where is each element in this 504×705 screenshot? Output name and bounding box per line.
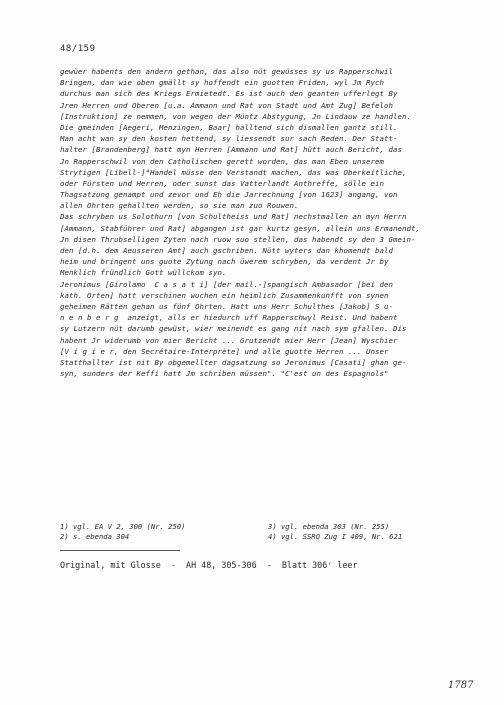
text-line: geheimen Rätten gehan us fünf Ohrten. Hatt uns Herr Schulthes [Jakob] S u- <box>60 301 393 311</box>
page-number: 48/159 <box>60 44 96 54</box>
text-line: Strytigen [Libell-]⁴Handel müsse den Verstandt machen, das was Oberkeitliche, <box>60 167 407 177</box>
footnote-2: 2) s. ebenda 304 <box>60 532 130 542</box>
text-line: kath. Orten] hatt verschinen wuchen ein heimlich Zusammenkunfft von synen <box>60 290 389 300</box>
text-line: syn, sunders der Keffi hatt Jm schriben müssen". "C'est un des Espagnols" <box>60 369 389 379</box>
text-line: Man acht wan sy den kosten hettend, sy liessendt sur sach Reden. Der Statt- <box>60 134 398 144</box>
text-line: habent Jr widerumb von mier Bericht ... Grutzendt mier Herr [Jean] Wyschier <box>60 335 398 345</box>
text-line: Bringen, dan wie oben gmällt sy hoffendt ein guotten Friden, wyl Jm Rych <box>60 78 384 88</box>
text-line: Die gmeinden [Aegeri, Menzingen, Baar] halltend sich dismallen gantz still. <box>60 122 398 132</box>
text-line: [Instruktion] ze nemmen, von wegen der Müntz Abstygung, Jn Lindauw ze handlen. <box>60 111 411 121</box>
text-line: Thagsatzung genampt und zevor und Eh die Jarrechnung [von 1623] angang, von <box>60 190 398 200</box>
text-line: Jn Rapperschwil von den Catholischen gerett worden, das man Eben unserem <box>60 156 384 166</box>
text-line: Jren Herren und Oberen [u.a. Ammann und Rat von Stadt und Amt Zug] Befeloh <box>60 100 393 110</box>
text-line: allen Ohrten gehallten werden, so sie man zuo Rouwen. <box>60 201 299 211</box>
text-line: Menklich fründlich Gott wüllckom syn. <box>60 268 227 278</box>
text-line: [Ammann, Stabführer und Rat] abgangen ist gar kurtz gesyn, allein uns Ermanendt, <box>60 223 420 233</box>
text-line: oder Fürsten und Herren, oder sunst das Vatterlandt Anthreffe, sölle ein <box>60 178 384 188</box>
text-line: [V i g i e r, den Secrétaire-Interprète] und alle guotte Herren ... Unser <box>60 346 389 356</box>
text-line: halter [Brandenberg] hatt myn Herren [Ammann und Rat] hütt auch Bericht, das <box>60 145 402 155</box>
footnote-4: 4) vgl. SSRQ Zug I 409, Nr. 621 <box>268 532 403 542</box>
text-line: Statthallter ist nit By obgemellter dagsatzung so Jeronimus [Casati] ghan ge- <box>60 357 407 367</box>
footer-rule <box>60 550 180 551</box>
text-line: durchus man sich des Kriegs Ermietedt. Es ist auch den geanten ufferlegt By <box>60 89 398 99</box>
footnote-1: 1) vgl. EA V 2, 300 (Nr. 250) <box>60 522 186 531</box>
text-line: Das schryben us Solothurn [von Schultheiss und Rat] nechstmallen an myn Herrn <box>60 212 407 222</box>
text-line: sy Lutzern nüt darumb gewüst, wier meinendt es gang nit nach sym gfallen. Dis <box>60 324 407 334</box>
text-line: gewüer habents den andern gethan, das also nüt gewüsses sy us Rapperschwil <box>60 67 393 76</box>
transcription-body <box>60 66 470 379</box>
text-line: Jeronimus [Girolamo C a s a t i] [der mail.-]spangisch Ambasador [bei den <box>60 279 393 289</box>
handwritten-folio-number: 1787 <box>448 680 474 691</box>
text-line: den [d.h. dem Aeusseren Amt] auch gschriben. Nütt wyters dan khomendt bald <box>60 246 393 255</box>
footnote-3: 3) vgl. ebenda 303 (Nr. 255) <box>268 522 390 531</box>
text-line: heim und bringent uns guote Zytung nach üwerem schryben, da verdent Jr by <box>60 257 389 267</box>
text-line: Jn disen Thrubselligen Zyten nach ruow suo stellen, das habendt sy den 3 Gmein- <box>60 234 416 244</box>
source-note: Original, mit Glosse - AH 48, 305-306 - Blatt 306ʳ leer <box>60 560 358 570</box>
text-line: n e n b e r g anzeigt, alls er hiedurch uff Rapperschwyl Reist. Und habent <box>60 313 398 323</box>
